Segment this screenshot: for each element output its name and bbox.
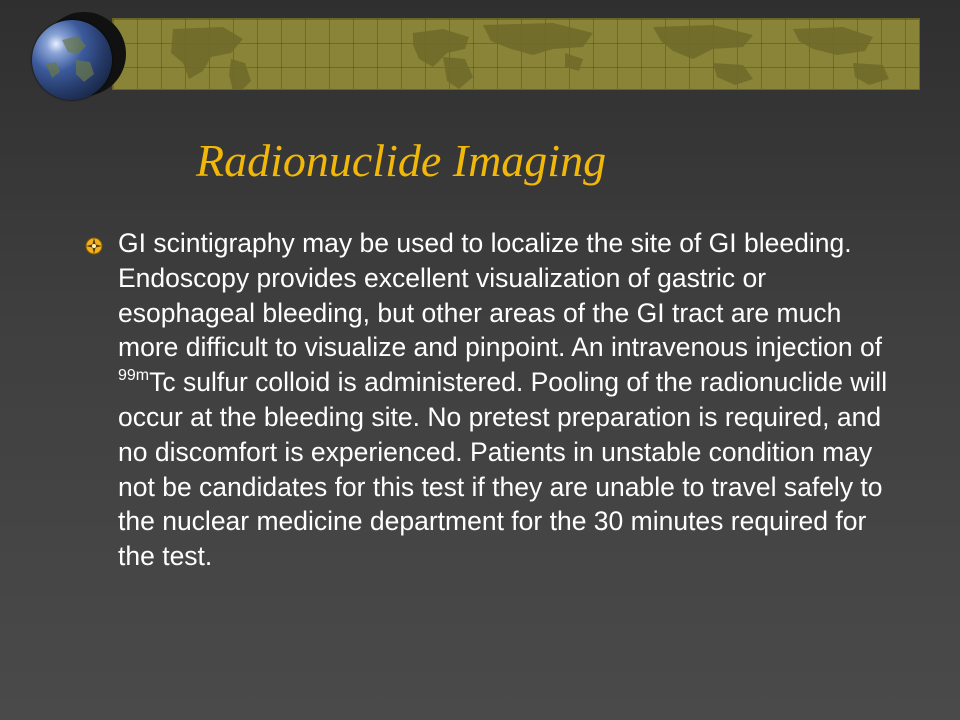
isotope-superscript: 99m (118, 367, 150, 385)
list-item (84, 226, 888, 574)
slide-title: Radionuclide Imaging (196, 135, 607, 186)
globe-logo (28, 12, 132, 96)
compass-bullet-icon (84, 236, 104, 256)
bullet-text-part2: Tc sulfur colloid is administered. Pooling of the radionuclide will occur at the bleeding site. No pretest preparation is required, and no discomfort is experienced. Patients in unstable condition may not be candidates for this test if they are unable to travel safely to the nuclear medicine department for the 30 minutes required for the test. (118, 367, 888, 572)
world-map-banner (112, 18, 920, 90)
globe-icon (32, 20, 112, 100)
bullet-text (118, 226, 888, 574)
bullet-text-part1: GI scintigraphy may be used to localize the site of GI bleeding. Endoscopy provides excellent visualization of gastric or esophageal bleeding, but other areas of the GI tract are much more difficult to visualize and pinpoint. An intravenous injection of (118, 228, 883, 363)
bullet-list (84, 226, 888, 574)
world-map-graphic (113, 19, 920, 90)
